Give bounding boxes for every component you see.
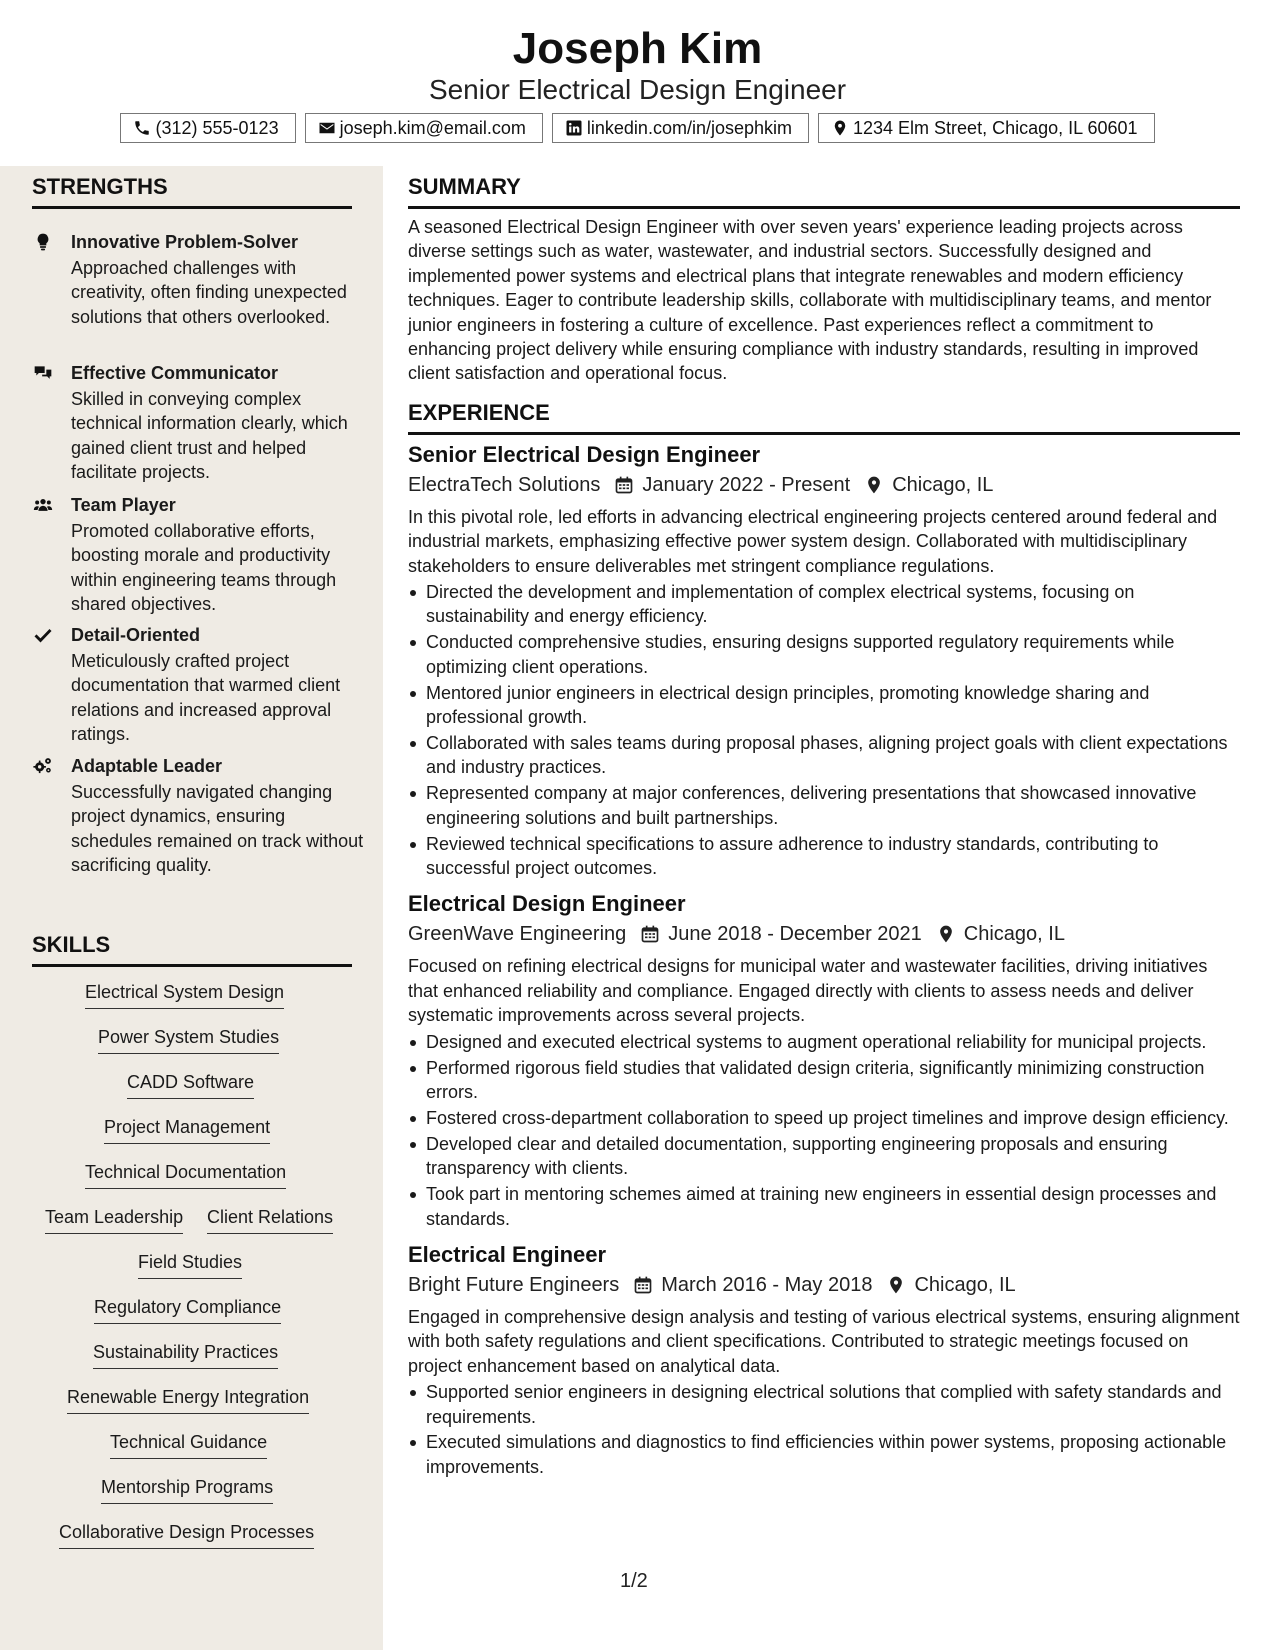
job-bullets bbox=[408, 1380, 1240, 1479]
job-location: Chicago, IL bbox=[963, 923, 1065, 946]
skill-tag: Field Studies bbox=[138, 1250, 242, 1279]
job-location: Chicago, IL bbox=[914, 1273, 1016, 1296]
job-entry bbox=[408, 1241, 1240, 1479]
chat-bubbles-icon bbox=[32, 363, 54, 383]
job-description: In this pivotal role, led efforts in advancing electrical engineering projects centered around federal and industrial markets, emphasizing effective power system design. Collaborated with multidisciplinary stakeholders to ensure deliverables met stringent compliance regulations. bbox=[408, 506, 1218, 576]
strength-desc: Approached challenges with creativity, often finding unexpected solutions that others overlooked. bbox=[71, 258, 347, 327]
contact-phone-text: (312) 555-0123 bbox=[155, 117, 279, 138]
checkmark-icon bbox=[32, 625, 54, 645]
summary-text: A seasoned Electrical Design Engineer with over seven years' experience leading projects across diverse settings such as water, wastewater, and industrial sectors. Successfully designed and implemented power systems and electrical plans that integrate renewables and modern efficiency techniques. Eager to contribute leadership skills, collaborate with multidisciplinary teams, and mentor junior engineers in fostering a culture of excellence. Past experiences reflect a commitment to enhancing project delivery while ensuring compliance with industry standards, resulting in improved client satisfaction and operational focus. bbox=[408, 217, 1212, 384]
skill-tag: Regulatory Compliance bbox=[94, 1295, 281, 1324]
job-description: Focused on refining electrical designs for municipal water and wastewater facilities, driving initiatives that enhanced reliability and compliance. Engaged directly with clients to assess needs and deliver systematic improvements across several projects. bbox=[408, 956, 1208, 1026]
job-entry bbox=[408, 890, 1240, 1230]
job-company: ElectraTech Solutions bbox=[408, 473, 601, 496]
job-dates: January 2022 - Present bbox=[642, 473, 851, 496]
job-title: Electrical Design Engineer bbox=[408, 891, 686, 917]
skill-tag: Team Leadership bbox=[45, 1205, 183, 1234]
job-bullet: Conducted comprehensive studies, ensuring designs supported regulatory requirements while optimizing client operations. bbox=[426, 630, 1240, 679]
job-bullet: Performed rigorous field studies that validated design criteria, significantly minimizing construction errors. bbox=[426, 1056, 1240, 1105]
users-icon bbox=[32, 495, 54, 515]
job-bullet: Directed the development and implementation of complex electrical systems, focusing on sustainability and energy efficiency. bbox=[426, 580, 1240, 629]
job-location: Chicago, IL bbox=[892, 473, 994, 496]
map-pin-icon bbox=[864, 475, 884, 495]
skills-title: SKILLS bbox=[32, 932, 352, 967]
contact-phone bbox=[120, 113, 295, 143]
strength-head: Effective Communicator bbox=[71, 363, 279, 383]
job-title: Electrical Engineer bbox=[408, 1241, 607, 1267]
resume-header bbox=[0, 0, 1275, 166]
candidate-title: Senior Electrical Design Engineer bbox=[428, 74, 847, 105]
job-bullet: Fostered cross-department collaboration to speed up project timelines and improve design efficiency. bbox=[426, 1106, 1240, 1130]
job-description: Engaged in comprehensive design analysis and testing of various electrical systems, ensuring alignment with both safety regulations and client specifications. Contributed to strategic meetings focused on project enhancement based on analytical data. bbox=[408, 1306, 1240, 1376]
job-entry bbox=[408, 441, 1240, 881]
strength-desc: Promoted collaborative efforts, boosting morale and productivity within engineering teams through shared objectives. bbox=[71, 521, 337, 615]
job-dates: June 2018 - December 2021 bbox=[668, 923, 922, 946]
job-bullet: Represented company at major conferences, delivering presentations that showcased innovative engineering solutions and built partnerships. bbox=[426, 781, 1240, 830]
contact-linkedin[interactable] bbox=[552, 113, 809, 143]
candidate-name: Joseph Kim bbox=[512, 24, 763, 73]
strength-head: Adaptable Leader bbox=[71, 756, 223, 776]
job-meta bbox=[408, 920, 1240, 948]
strength-head: Detail-Oriented bbox=[71, 625, 201, 645]
skill-tag: Collaborative Design Processes bbox=[59, 1520, 314, 1549]
gears-icon bbox=[32, 756, 54, 776]
job-bullet: Mentored junior engineers in electrical design principles, promoting knowledge sharing and professional growth. bbox=[426, 681, 1240, 730]
skill-tag: Power System Studies bbox=[98, 1025, 279, 1054]
calendar-icon bbox=[614, 475, 634, 495]
strength-desc: Successfully navigated changing project dynamics, ensuring schedules remained on track without sacrificing quality. bbox=[71, 782, 364, 876]
skills-heading bbox=[32, 932, 352, 967]
calendar-icon bbox=[633, 1275, 653, 1295]
strengths-title: STRENGTHS bbox=[32, 174, 352, 209]
lightbulb-icon bbox=[32, 232, 54, 252]
linkedin-icon bbox=[565, 119, 583, 137]
skill-tag: Technical Guidance bbox=[110, 1430, 267, 1459]
job-bullet: Designed and executed electrical systems to augment operational reliability for municipal projects. bbox=[426, 1030, 1240, 1054]
job-meta bbox=[408, 1271, 1240, 1299]
job-bullet: Developed clear and detailed documentation, supporting engineering proposals and ensuring transparency with clients. bbox=[426, 1132, 1240, 1181]
job-meta bbox=[408, 471, 1240, 499]
map-pin-icon bbox=[831, 119, 849, 137]
skill-tag: Sustainability Practices bbox=[93, 1340, 278, 1369]
contact-email[interactable] bbox=[305, 113, 543, 143]
phone-icon bbox=[133, 119, 151, 137]
skill-tag: Electrical System Design bbox=[85, 980, 284, 1009]
skill-tag: CADD Software bbox=[127, 1070, 254, 1099]
strength-desc: Meticulously crafted project documentation that warmed client relations and increased approval ratings. bbox=[71, 651, 341, 745]
strength-head: Innovative Problem-Solver bbox=[71, 232, 299, 252]
contact-email-text[interactable]: joseph.kim@email.com bbox=[339, 117, 526, 138]
skill-tag: Mentorship Programs bbox=[101, 1475, 273, 1504]
job-dates: March 2016 - May 2018 bbox=[661, 1273, 873, 1296]
job-bullets bbox=[408, 580, 1240, 880]
job-bullet: Supported senior engineers in designing electrical solutions that complied with safety standards and requirements. bbox=[426, 1380, 1240, 1429]
job-bullet: Reviewed technical specifications to assure adherence to industry standards, contributing to successful project outcomes. bbox=[426, 832, 1240, 881]
summary-title: SUMMARY bbox=[408, 174, 1240, 209]
experience-title: EXPERIENCE bbox=[408, 400, 1240, 435]
envelope-icon bbox=[318, 119, 336, 137]
strength-desc: Skilled in conveying complex technical information clearly, which gained client trust and helped facilitate projects. bbox=[71, 389, 348, 483]
job-title: Senior Electrical Design Engineer bbox=[408, 441, 761, 467]
contact-linkedin-text[interactable]: linkedin.com/in/josephkim bbox=[586, 117, 792, 138]
contact-address bbox=[818, 113, 1155, 143]
job-bullet: Took part in mentoring schemes aimed at training new engineers in essential design processes and standards. bbox=[426, 1182, 1240, 1231]
strength-head: Team Player bbox=[71, 495, 176, 515]
job-company: Bright Future Engineers bbox=[408, 1273, 620, 1296]
job-bullets bbox=[408, 1030, 1240, 1231]
skill-tag: Renewable Energy Integration bbox=[67, 1385, 309, 1414]
job-company: GreenWave Engineering bbox=[408, 923, 627, 946]
job-bullet: Collaborated with sales teams during proposal phases, aligning project goals with client expectations and industry practices. bbox=[426, 731, 1240, 780]
main-column bbox=[408, 166, 1240, 1481]
calendar-icon bbox=[640, 924, 660, 944]
page-number: 1/2 bbox=[620, 1570, 648, 1592]
job-bullet: Executed simulations and diagnostics to find efficiencies within power systems, proposing actionable improvements. bbox=[426, 1430, 1240, 1479]
skill-tag: Client Relations bbox=[207, 1205, 333, 1234]
map-pin-icon bbox=[886, 1275, 906, 1295]
skill-tag: Project Management bbox=[104, 1115, 270, 1144]
strengths-heading bbox=[32, 174, 352, 209]
contact-bar bbox=[0, 113, 1275, 143]
skill-tag: Technical Documentation bbox=[85, 1160, 286, 1189]
map-pin-icon bbox=[936, 924, 956, 944]
contact-address-text: 1234 Elm Street, Chicago, IL 60601 bbox=[853, 117, 1138, 138]
